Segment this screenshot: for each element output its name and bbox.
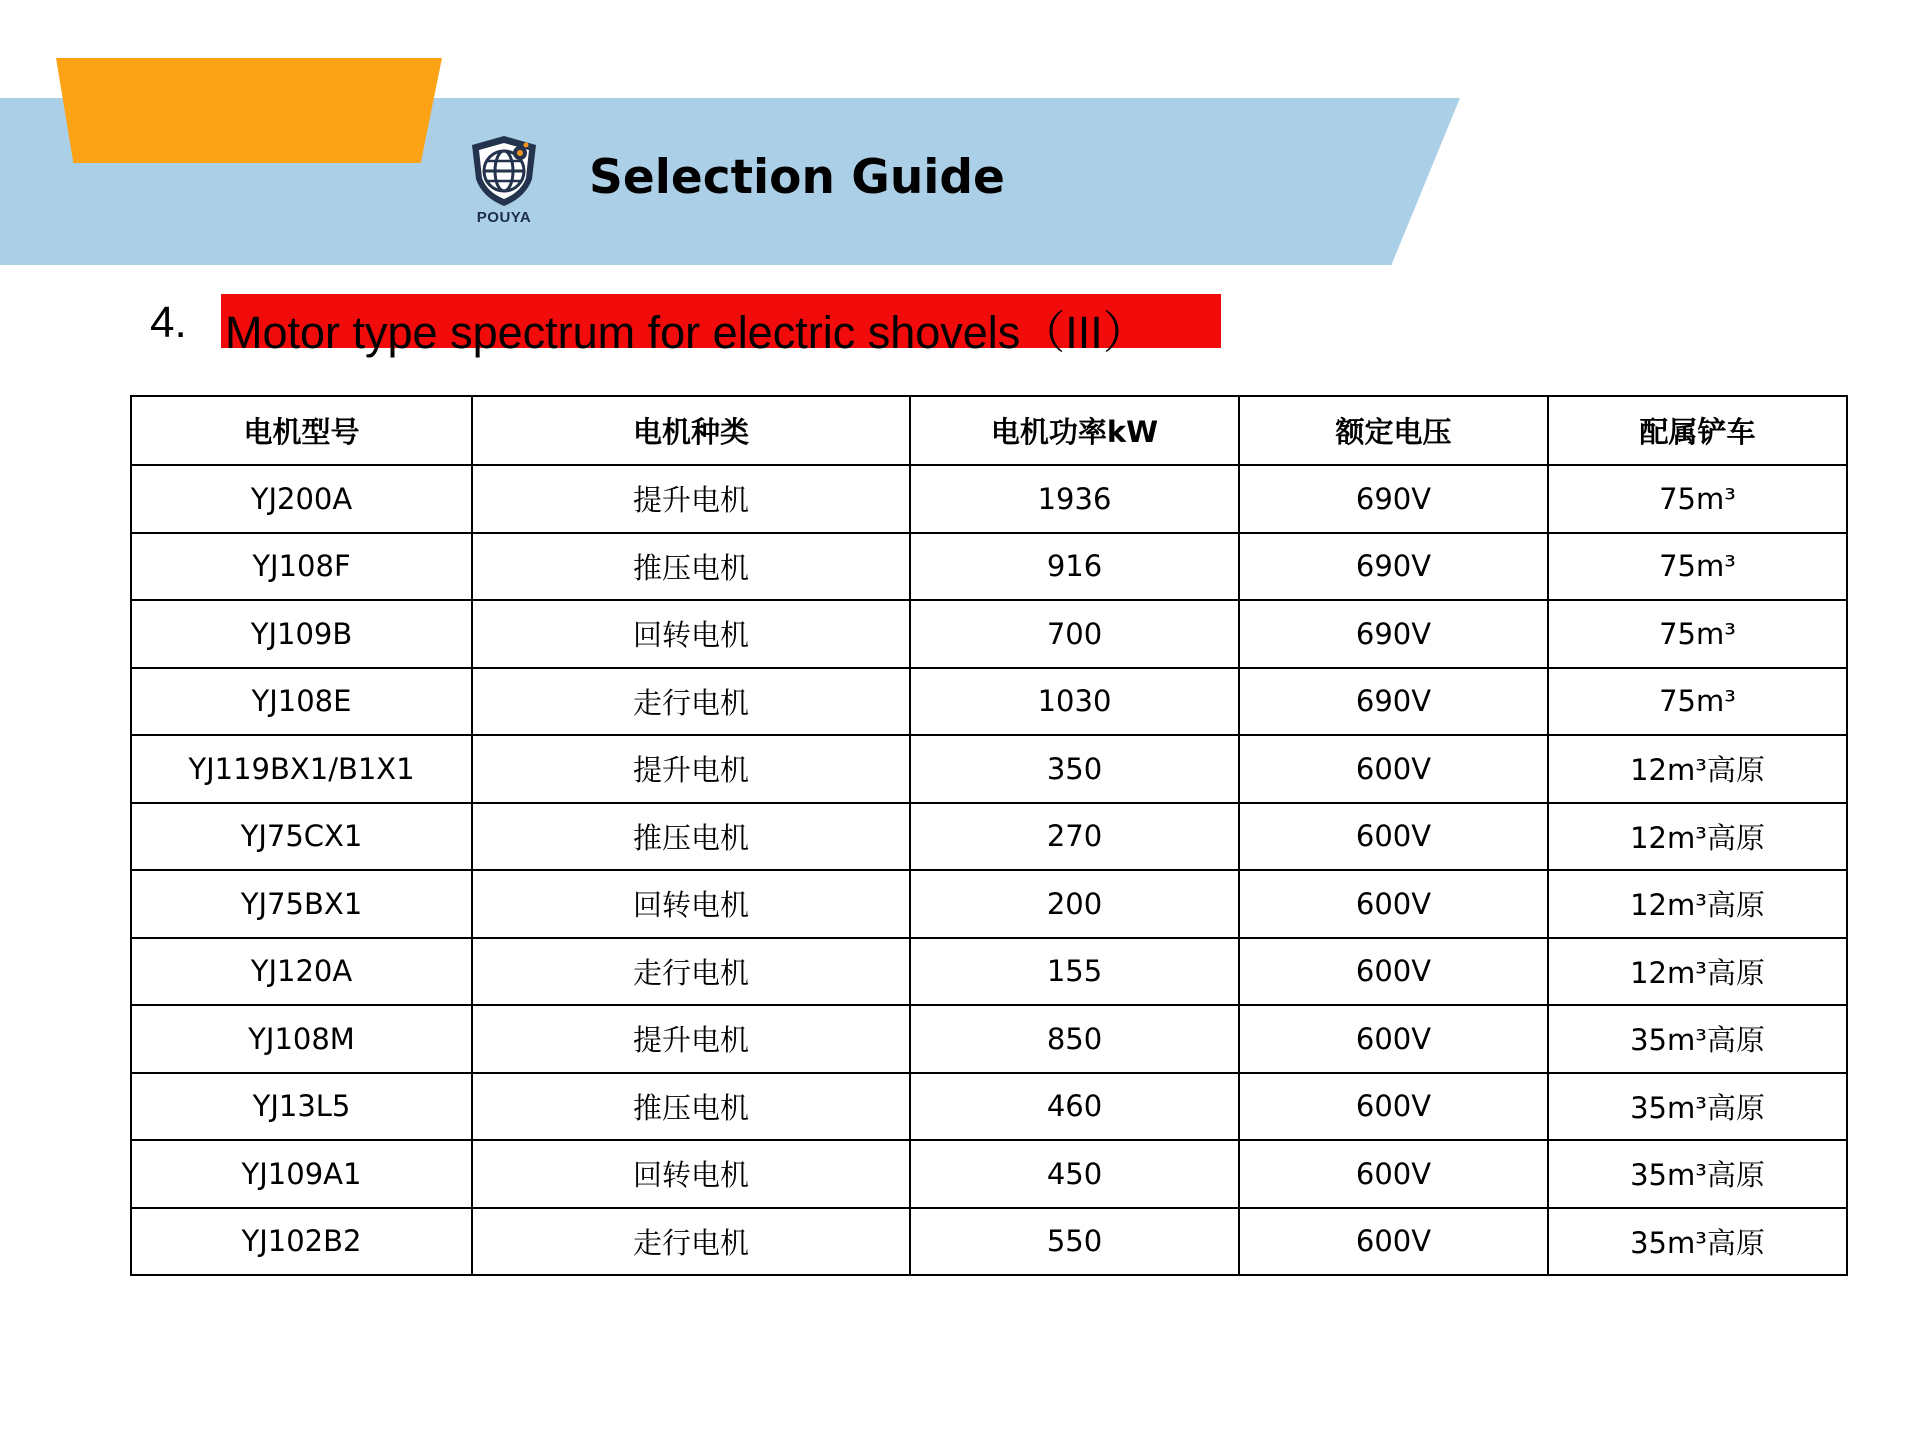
table-cell: 690V bbox=[1239, 600, 1548, 668]
table-row bbox=[131, 1140, 1847, 1208]
table-cell: 600V bbox=[1239, 938, 1548, 1006]
table-cell: 35m³高原 bbox=[1548, 1140, 1847, 1208]
table-cell: 600V bbox=[1239, 1208, 1548, 1276]
table-cell: 走行电机 bbox=[472, 938, 910, 1006]
table-cell: YJ13L5 bbox=[131, 1073, 472, 1141]
table-cell: YJ200A bbox=[131, 465, 472, 533]
table-cell: 600V bbox=[1239, 735, 1548, 803]
table-cell: 916 bbox=[910, 533, 1239, 601]
column-header: 电机功率kW bbox=[910, 396, 1239, 465]
logo-wordmark: POUYA bbox=[476, 209, 532, 226]
shield-globe-icon bbox=[466, 133, 542, 209]
table-cell: YJ109A1 bbox=[131, 1140, 472, 1208]
table-cell: 12m³高原 bbox=[1548, 803, 1847, 871]
table-cell: 推压电机 bbox=[472, 1073, 910, 1141]
section-number: 4. bbox=[150, 298, 187, 347]
table-cell: 35m³高原 bbox=[1548, 1073, 1847, 1141]
table-row bbox=[131, 1005, 1847, 1073]
table-row bbox=[131, 803, 1847, 871]
table-cell: 450 bbox=[910, 1140, 1239, 1208]
table-header-row bbox=[131, 396, 1847, 465]
table-row bbox=[131, 735, 1847, 803]
table-cell: 75m³ bbox=[1548, 668, 1847, 736]
table-cell: 推压电机 bbox=[472, 803, 910, 871]
table-cell: 12m³高原 bbox=[1548, 735, 1847, 803]
column-header: 额定电压 bbox=[1239, 396, 1548, 465]
table-cell: 600V bbox=[1239, 870, 1548, 938]
table-cell: YJ108E bbox=[131, 668, 472, 736]
table-cell: 270 bbox=[910, 803, 1239, 871]
table-cell: 35m³高原 bbox=[1548, 1005, 1847, 1073]
table-cell: 600V bbox=[1239, 1005, 1548, 1073]
section-heading-highlight bbox=[221, 294, 1221, 358]
column-header: 电机型号 bbox=[131, 396, 472, 465]
table-row bbox=[131, 1208, 1847, 1276]
table-row bbox=[131, 1073, 1847, 1141]
page-title: Selection Guide bbox=[589, 150, 1005, 205]
table-cell: YJ102B2 bbox=[131, 1208, 472, 1276]
table-cell: 690V bbox=[1239, 668, 1548, 736]
table-cell: 提升电机 bbox=[472, 1005, 910, 1073]
table-cell: YJ109B bbox=[131, 600, 472, 668]
table-cell: 推压电机 bbox=[472, 533, 910, 601]
table-cell: YJ120A bbox=[131, 938, 472, 1006]
column-header: 配属铲车 bbox=[1548, 396, 1847, 465]
table-row bbox=[131, 870, 1847, 938]
table-cell: 提升电机 bbox=[472, 735, 910, 803]
table-cell: 75m³ bbox=[1548, 600, 1847, 668]
table-cell: 550 bbox=[910, 1208, 1239, 1276]
table-cell: 75m³ bbox=[1548, 465, 1847, 533]
table-cell: 700 bbox=[910, 600, 1239, 668]
table-cell: 回转电机 bbox=[472, 870, 910, 938]
table-cell: YJ108M bbox=[131, 1005, 472, 1073]
section-heading: Motor type spectrum for electric shovels（III） bbox=[225, 307, 1148, 358]
table-cell: 690V bbox=[1239, 465, 1548, 533]
header-accent-bar bbox=[56, 58, 442, 163]
table-cell: 回转电机 bbox=[472, 600, 910, 668]
table-cell: YJ75BX1 bbox=[131, 870, 472, 938]
table-row bbox=[131, 668, 1847, 736]
table-row bbox=[131, 533, 1847, 601]
table-row bbox=[131, 600, 1847, 668]
table-cell: YJ119BX1/B1X1 bbox=[131, 735, 472, 803]
column-header: 电机种类 bbox=[472, 396, 910, 465]
table-cell: 12m³高原 bbox=[1548, 938, 1847, 1006]
motor-spec-table bbox=[130, 395, 1848, 1276]
table-cell: 提升电机 bbox=[472, 465, 910, 533]
table-cell: 12m³高原 bbox=[1548, 870, 1847, 938]
table-cell: 75m³ bbox=[1548, 533, 1847, 601]
table-cell: 850 bbox=[910, 1005, 1239, 1073]
table-cell: 走行电机 bbox=[472, 668, 910, 736]
table-cell: 600V bbox=[1239, 1140, 1548, 1208]
pouya-logo bbox=[466, 133, 542, 229]
table-cell: 走行电机 bbox=[472, 1208, 910, 1276]
table-cell: 1030 bbox=[910, 668, 1239, 736]
table-cell: 600V bbox=[1239, 1073, 1548, 1141]
table-cell: 460 bbox=[910, 1073, 1239, 1141]
table-cell: YJ75CX1 bbox=[131, 803, 472, 871]
table-cell: YJ108F bbox=[131, 533, 472, 601]
table-cell: 35m³高原 bbox=[1548, 1208, 1847, 1276]
table-row bbox=[131, 465, 1847, 533]
table-cell: 回转电机 bbox=[472, 1140, 910, 1208]
table-cell: 690V bbox=[1239, 533, 1548, 601]
table-cell: 1936 bbox=[910, 465, 1239, 533]
table-cell: 350 bbox=[910, 735, 1239, 803]
table-cell: 600V bbox=[1239, 803, 1548, 871]
table-cell: 200 bbox=[910, 870, 1239, 938]
table-row bbox=[131, 938, 1847, 1006]
table-cell: 155 bbox=[910, 938, 1239, 1006]
